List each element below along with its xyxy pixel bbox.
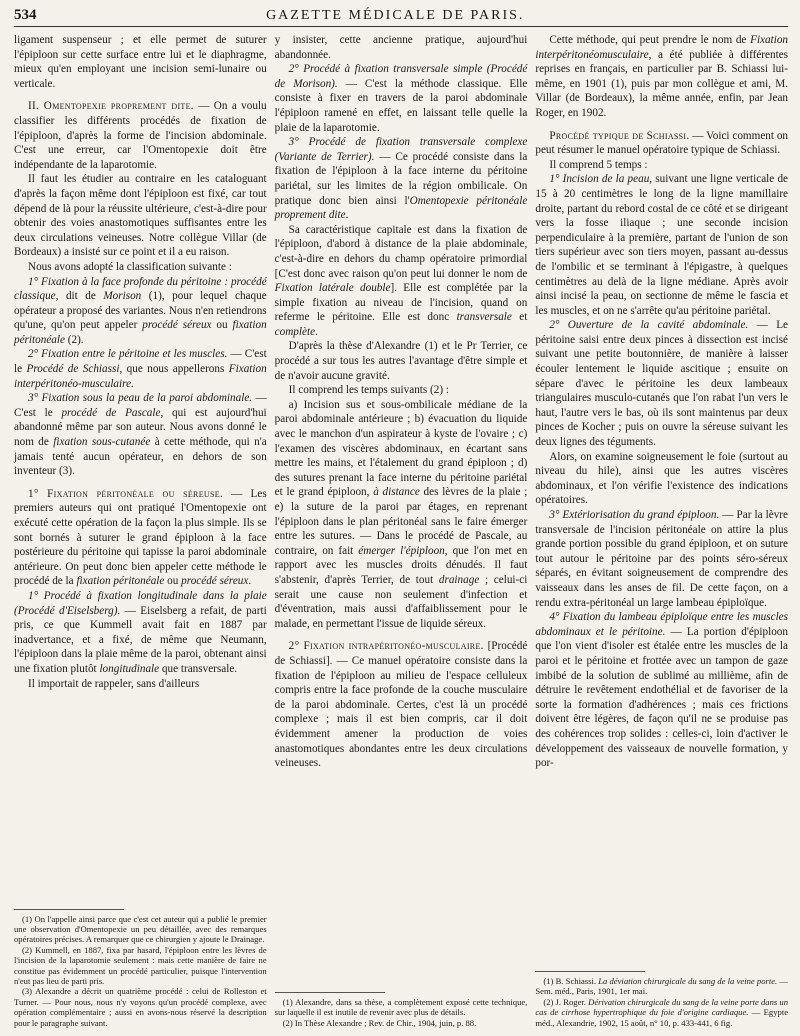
column-2 xyxy=(275,33,528,1028)
text-span: à cette méthode, qui n'a jamais tenté aucun opérateur, en dehors de son inventeur (3). xyxy=(14,436,267,478)
paragraph: D'après la thèse d'Alexandre (1) et le Pr Terrier, ce procédé a sur tous les autres l'avantage d'être simple et de n'avoir aucune gravité. xyxy=(274,340,528,382)
text-span: [Procédé de Schiassi]. — Ce manuel opératoire consiste dans la fixation de l'épiploon au milieu de l'espace celluleux compris entre la face profonde de la couche musculaire de la paroi abdominale. Certes, c'est là un procédé complexe ; mais il est bien compris, car il doit évidemment amener la production de voies anastomotiques abondantes entre les deux circulations veineuses. xyxy=(274,640,528,770)
text-span: — Sem. méd., Paris, 1901, 1er mai. xyxy=(535,975,789,997)
text-span: — Les premiers auteurs qui ont pratiqué l'Omentopexie ont exécuté cette opération de la façon la plus simple. Ils se sont bornés à suturer le grand épiploon à la face postérieure du péritoine qui tapisse la paroi abdominale antérieure. On peut donc bien appeler cette méthode le procédé de la xyxy=(14,487,267,588)
text-span: ; celui-ci serait une cause non seulement d'infection et d'éventration, mais aussi d'affaiblissement pour le malade, en permettant l'issue de liquide séreux. xyxy=(274,573,528,630)
text-span: Fixation interpéritonéo-musculaire. xyxy=(14,363,267,390)
list-item-title: 4° Fixation du lambeau épiploïque entre les muscles abdominaux et le péritoine. xyxy=(535,611,789,638)
footnotes xyxy=(14,903,267,1028)
footnote-block xyxy=(535,976,788,1028)
text-span: , qui est aujourd'hui abandonné même par son auteur. Nous avons donné le nom de xyxy=(14,406,267,449)
journal-title: GAZETTE MÉDICALE DE PARIS. xyxy=(266,8,525,23)
paragraph: Alors, on examine soigneusement le foie (surtout au niveau du hile), ainsi que les autres viscères abdominaux, et l'on vérifie l'existence des indications opératoires. xyxy=(535,450,789,507)
text-span: fixation péritonéale xyxy=(14,319,267,346)
text-span: complète xyxy=(274,325,316,338)
text-span: à distance xyxy=(373,486,420,499)
text-span: ou xyxy=(211,319,233,332)
list-item xyxy=(535,508,788,610)
footnote: (1) On l'appelle ainsi parce que c'est cet auteur qui a publié le premier une observation d'Omentopexie un peu détaillée, avec des remarques opératoires précises. A remarquer que ce chirurgien y ajoute le Drainage. xyxy=(14,913,267,945)
footnote xyxy=(535,976,788,997)
text-span: que transversale. xyxy=(159,662,238,675)
list-item-title: 1° Procédé à fixation longitudinale dans la plaie (Procédé d'Eiselsberg). xyxy=(14,589,267,617)
paragraph xyxy=(535,33,788,121)
text-columns xyxy=(14,33,788,1028)
footnote: (3) Alexandre a décrit un quatrième procédé : celui de Rolleston et Turner. — Pour nous, nous n'y voyons qu'un procédé complexe, avec opération complémentaire ; aussi en avons-nous réservé la description pour le paragraphe suivant. xyxy=(14,986,267,1028)
section-heading-paragraph xyxy=(535,129,788,158)
text-span: — C'est la méthode classique. Elle consiste à fixer en travers de la paroi abdominale l'épiploon ramené en effet, en laissant telle quelle la plaie de la laparotomie. xyxy=(274,77,528,134)
text-span: suivant une ligne verticale de 15 à 20 centimètres le long de la ligne mamillaire droite, partant du rebord costal de ce côté et se dirigeant vers la fosse iliaque ; une seconde incision perpendiculaire à la première, partant de l'union de son tiers supérieur avec son tiers moyen, passant au-dessus de l'ombilic et se terminant à l'épigastre, à quelques centimètres au delà de la ligne médiane. Après avoir ainsi incisé la peau, on sectionne de même le fascia et les muscles, et on ne s'arrête qu'au péritoine pariétal. xyxy=(535,173,789,317)
section-heading: 2° Fixation intrapéritonéo-musculaire. xyxy=(288,640,484,653)
list-item xyxy=(535,172,788,318)
section-heading: II. Omentopexie proprement dite. xyxy=(28,100,194,113)
text-span: (2) J. Roger. xyxy=(543,996,589,1007)
text-span: , a été publiée à différentes reprises en français, en particulier par B. Schiassi lui-même, en 1901 (1), puis par mon collègue et ami, M. Villar (de Bordeaux), la même année, enfin, par Jean Roger, en 1902. xyxy=(535,48,789,119)
list-item xyxy=(275,62,528,135)
list-item-title: 1° Incision de la peau, xyxy=(549,173,653,186)
column-1 xyxy=(14,33,267,1028)
footnote-rule xyxy=(14,909,124,910)
list-item xyxy=(14,347,267,391)
text-span: Omentopexie péritonéale proprement dite xyxy=(274,194,528,222)
text-span: fixation péritonéale xyxy=(76,575,165,588)
list-item-title: 1° Fixation à la face profonde du péritoine : procédé classique, xyxy=(14,275,267,303)
section-heading: 1° Fixation péritonéale ou séreuse. xyxy=(28,487,223,500)
footnote: (2) Kummell, en 1887, fixa par hasard, l'épiploon entre les lèvres de l'incision de la laparotomie seulement : mais cette manière de faire ne constitue pas évidemment un procédé particulier, puisque l'intervention n'eut pas lieu de parti pris. xyxy=(14,944,267,986)
paragraph: y insister, cette ancienne pratique, aujourd'hui abandonnée. xyxy=(274,34,528,61)
paragraph xyxy=(275,398,528,632)
paragraph: Il faut les étudier au contraire en les cataloguant d'après la façon même dont l'épiploon est fixé, car tout dépend de là pour la réussite ultérieure, c'est-à-dire pour obtenir des voies anastomotiques suffisantes entre les deux circulations veineuses. Notre collègue Villar (de Bordeaux) a insisté sur ce point et il a eu raison. xyxy=(14,173,267,259)
list-item-title: 3° Extériorisation du grand épiploon. xyxy=(549,509,720,521)
paragraph: Il comprend les temps suivants (2) : xyxy=(288,384,449,397)
footnote-block xyxy=(275,997,528,1028)
list-item xyxy=(14,589,267,677)
text-span: . xyxy=(248,575,252,588)
text-span: dit de xyxy=(58,290,104,303)
text-span: , que l'on met en rapport avec les muscles droits dénudés. Il faut s'abstenir, d'après Terrier, de tout xyxy=(274,544,528,586)
column-3 xyxy=(535,33,788,1028)
text-span: La déviation chirurgicale du sang de la veine porte. xyxy=(598,975,778,986)
text-span: procédé séreux xyxy=(142,319,212,332)
text-span: — Ce procédé consiste dans la fixation de l'épiploon à la face interne du péritoine pariétal, sur les limites de la région ombilicale. On pratique donc bien ainsi l' xyxy=(274,150,528,207)
text-span: Fixation interpéritonéomusculaire xyxy=(535,34,789,61)
section-heading-paragraph xyxy=(14,487,267,589)
paragraph xyxy=(275,223,528,340)
text-span: — La portion d'épiploon que l'on vient d'isoler est étalée entre les muscles de la paroi et le péritoine et frottée avec un tampon de gaze imbibé de la solution de sublimé au millième, afin de détruire le revêtement endothélial et de favoriser de la sorte la formation d'adhérences ; mais ces frictions doivent être légères, de façon qu'il ne se produise pas des cohérences trop solides : celles-ci, loin d'activer le développement des vaisseaux de nouvelle formation, y por- xyxy=(535,625,789,770)
text-span: ou xyxy=(164,575,182,588)
text-span: — Eiselsberg a refait, de parti pris, ce que Kummell avait fait en 1887 par inadvertance, et a fixé, de même que Neumann, l'épiploon dans la plaie même de la paroi, obtenant ainsi une fixation plutôt xyxy=(14,604,267,675)
text-span: Sa caractéristique capitale est dans la fixation de l'épiploon, d'abord à distance de la plaie abdominale, c'est-à-dire en dehors du champ opératoire primordial [C'est donc avec raison qu'on peut lui donner le nom de xyxy=(274,223,528,280)
text-span: procédé séreux xyxy=(181,575,249,588)
list-item-title: 2° Procédé à fixation transversale simple (Procédé de Morison). xyxy=(274,63,528,90)
text-span: longitudinale xyxy=(99,662,160,675)
paragraph: Il comprend 5 temps : xyxy=(549,158,648,171)
text-span: fixation sous-cutanée xyxy=(53,436,151,449)
text-span: . xyxy=(315,325,318,338)
text-span: drainage xyxy=(438,573,480,586)
list-item-title: 3° Procédé de fixation transversale complexe (Variante de Terrier). xyxy=(274,136,528,163)
text-span: (2). xyxy=(64,333,84,346)
footnote-block xyxy=(14,914,267,1028)
text-span: Dérivation chirurgicale du sang de la veine porte dans un cas de cirrhose hypertrophique du foie d'origine cardiaque. xyxy=(535,996,789,1018)
section-heading-paragraph xyxy=(275,639,528,770)
text-span: — Le péritoine saisi entre deux pinces à dissection est incisé suivant une petite boutonnière, de manière à laisser écouler lentement le liquide ascitique ; ensuite on sépare d'avec le péritoine les deux lambeaux triangulaires musculo-cutanés que l'on rabat l'un vers le haut, l'autre vers le bas, où ils sont maintenus par deux pinces de Kocher ; puis on ouvre la séreuse suivant les deux lignes des téguments. xyxy=(535,319,789,449)
list-item xyxy=(14,391,267,479)
paragraph: ligament suspenseur ; et elle permet de suturer l'épiploon sur cette surface entre lui et le diaphragme, mieux qu'en employant une incision semi-lunaire ou verticale. xyxy=(14,34,267,90)
section-heading: Procédé typique de Schiassi. xyxy=(549,129,690,142)
text-span: ]. Elle est complétée par la simple fixation au niveau de l'incision, quand on referme le péritoine. Elle est donc xyxy=(274,282,528,324)
page-number: 534 xyxy=(14,7,37,23)
text-span: des lèvres de la plaie ; e) la suture de la paroi par étages, en reprenant l'épiploon dans le plan péritonéal sans le faire émerger entre les sutures. — Dans le procédé de Pascale, au contraire, on fait xyxy=(274,486,528,557)
footnote-rule xyxy=(275,992,385,993)
text-span: (1), pour lequel chaque opérateur a proposé des variantes. Nous n'en retiendrons qu'une, qu'on peut appeler xyxy=(14,290,267,332)
text-span: a) Incision sus et sous-ombilicale médiane de la paroi abdominale antérieure ; b) évacuation du liquide avec le manchon d'un aspirateur à kyste de l'ovaire ; c) l'examen des viscères abdominaux, en écartant sans mettre les mains, et l'étalement du grand épiploon ; d) des sutures prenant la face interne du péritoine pariétal et le grand épiploon, xyxy=(274,398,528,499)
text-span: — Voici comment on peut résumer le manuel opératoire typique de Schiassi. xyxy=(535,129,789,157)
footnote: (2) In Thèse Alexandre ; Rev. de Chir., 1904, juin, p. 88. xyxy=(282,1017,477,1028)
list-item xyxy=(14,275,267,348)
text-span: (1) B. Schiassi. xyxy=(543,975,599,986)
text-span: . xyxy=(345,209,349,222)
list-item xyxy=(275,135,528,223)
text-span: — Egypte méd., Alexandrie, 1902, 15 août, n° 10, p. 433-441, 6 fig. xyxy=(535,1007,789,1028)
section-heading-paragraph xyxy=(14,99,267,172)
list-item-title: 3° Fixation sous la peau de la paroi abdominale. xyxy=(28,392,253,405)
footnotes xyxy=(275,986,528,1028)
text-span: émerger l'épiploon xyxy=(358,544,445,557)
list-item xyxy=(535,318,788,449)
paragraph: Il importait de rappeler, sans d'ailleurs xyxy=(28,677,200,690)
footnote xyxy=(535,997,788,1028)
footnote: (1) Alexandre, dans sa thèse, a complètement exposé cette technique, sur laquelle il est inutile de revenir avec plus de détails. xyxy=(274,996,528,1018)
text-span: transversale xyxy=(456,311,512,324)
text-span: procédé de Pascale xyxy=(61,406,161,419)
text-span: Cette méthode, qui peut prendre le nom de xyxy=(549,34,751,46)
text-span: Morison xyxy=(103,290,142,303)
paragraph-text: — On a voulu classifier les différents procédés de fixation de l'épiploon, d'après la forme de l'incision abdominale. C'est une erreur, car l'Omentopexie doit être indépendante de la laparotomie. xyxy=(14,100,267,171)
footnote-rule xyxy=(535,971,645,972)
text-span: — Par la lèvre transversale de l'incision péritonéale on attire la plus grande portion possible du grand épiploon, et on suture tout autour le péritoine par des points séro-séreux séparés, en évitant soigneusement de comprendre des vaisseaux dans les anses de fil. De cette façon, on a rendu extra-péritonéal un large lambeau épiploïque. xyxy=(535,509,789,609)
page-header xyxy=(14,6,788,27)
text-span: Procédé de Schiassi xyxy=(26,363,120,376)
footnotes xyxy=(535,965,788,1028)
text-span: , que nous appellerons xyxy=(119,363,229,376)
list-item xyxy=(535,610,788,771)
list-item-title: 2° Fixation entre le péritoine et les muscles. xyxy=(28,348,228,361)
list-item-title: 2° Ouverture de la cavité abdominale. xyxy=(549,319,749,332)
paragraph: Nous avons adopté la classification suivante : xyxy=(28,260,232,273)
text-span: et xyxy=(511,311,528,324)
text-span: — C'est le xyxy=(14,392,267,419)
text-span: — C'est le xyxy=(14,348,267,376)
text-span: Fixation latérale double xyxy=(274,282,391,295)
